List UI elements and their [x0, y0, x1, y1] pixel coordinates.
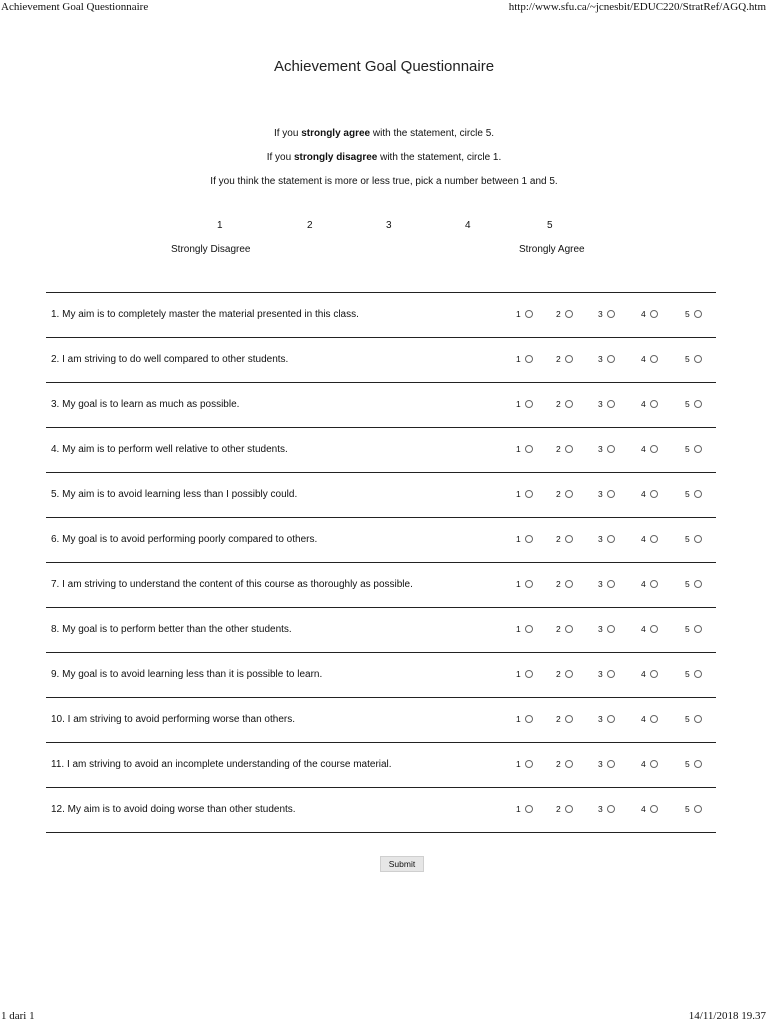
radio-button[interactable]	[694, 310, 702, 318]
rating-option[interactable]	[641, 759, 658, 770]
radio-button[interactable]	[565, 715, 573, 723]
print-header-url: http://www.sfu.ca/~jcnesbit/EDUC220/StratRef/AGQ.htm	[508, 1, 766, 13]
rating-option-label: 5	[685, 759, 690, 769]
question-text: 6. My goal is to avoid performing poorly compared to others.	[51, 534, 318, 545]
rating-option[interactable]	[685, 444, 702, 455]
radio-button[interactable]	[525, 490, 533, 498]
rating-option[interactable]	[556, 354, 573, 365]
radio-button[interactable]	[607, 805, 615, 813]
submit-button[interactable]: Submit	[380, 856, 424, 872]
rating-option[interactable]	[516, 579, 533, 590]
rating-option-label: 1	[516, 489, 521, 499]
instruction-text: If you	[266, 152, 294, 163]
question-row	[46, 337, 716, 382]
rating-option[interactable]	[598, 759, 615, 770]
rating-option[interactable]	[556, 444, 573, 455]
rating-option-label: 4	[641, 804, 646, 814]
rating-option-label: 1	[516, 759, 521, 769]
page-title: Achievement Goal Questionnaire	[273, 58, 495, 75]
rating-option-label: 5	[685, 804, 690, 814]
rating-option[interactable]	[556, 489, 573, 500]
rating-option-label: 4	[641, 489, 646, 499]
rating-option[interactable]	[641, 714, 658, 725]
rating-option-label: 3	[598, 534, 603, 544]
rating-option[interactable]	[685, 714, 702, 725]
question-row	[46, 742, 716, 787]
radio-button[interactable]	[565, 625, 573, 633]
print-footer-datetime: 14/11/2018 19.37	[688, 1010, 766, 1022]
radio-button[interactable]	[694, 805, 702, 813]
rating-option[interactable]	[641, 804, 658, 815]
rating-option-label: 2	[556, 354, 561, 364]
rating-option-label: 4	[641, 714, 646, 724]
radio-button[interactable]	[607, 310, 615, 318]
rating-option-label: 5	[685, 534, 690, 544]
question-row	[46, 652, 716, 697]
question-row	[46, 517, 716, 562]
rating-option-label: 4	[641, 444, 646, 454]
rating-option-label: 4	[641, 579, 646, 589]
scale-number: 5	[547, 220, 553, 231]
radio-button[interactable]	[565, 805, 573, 813]
radio-button[interactable]	[650, 490, 658, 498]
radio-button[interactable]	[565, 355, 573, 363]
rating-option-label: 1	[516, 354, 521, 364]
scale-low-label: Strongly Disagree	[171, 244, 251, 255]
rating-option-label: 1	[516, 804, 521, 814]
rating-option[interactable]	[598, 624, 615, 635]
rating-option-label: 3	[598, 669, 603, 679]
rating-option[interactable]	[641, 399, 658, 410]
rating-option[interactable]	[598, 804, 615, 815]
radio-button[interactable]	[650, 670, 658, 678]
radio-button[interactable]	[525, 445, 533, 453]
rating-option-label: 1	[516, 579, 521, 589]
rating-option[interactable]	[598, 714, 615, 725]
rating-option-label: 5	[685, 399, 690, 409]
rating-option[interactable]	[685, 309, 702, 320]
rating-option[interactable]	[516, 309, 533, 320]
radio-button[interactable]	[650, 580, 658, 588]
radio-button[interactable]	[694, 715, 702, 723]
rating-option[interactable]	[598, 354, 615, 365]
instruction-middle	[0, 176, 768, 187]
rating-option-label: 2	[556, 399, 561, 409]
rating-option-label: 1	[516, 444, 521, 454]
rating-option-label: 4	[641, 399, 646, 409]
rating-option-label: 1	[516, 534, 521, 544]
rating-option[interactable]	[598, 489, 615, 500]
question-text: 2. I am striving to do well compared to other students.	[51, 354, 289, 365]
radio-button[interactable]	[525, 535, 533, 543]
rating-option-label: 5	[685, 624, 690, 634]
rating-option-label: 5	[685, 354, 690, 364]
rating-option[interactable]	[556, 714, 573, 725]
rating-option-label: 2	[556, 534, 561, 544]
instruction-emphasis: strongly agree	[301, 128, 371, 139]
radio-button[interactable]	[694, 670, 702, 678]
rating-option[interactable]	[516, 804, 533, 815]
radio-button[interactable]	[565, 490, 573, 498]
rating-option[interactable]	[641, 354, 658, 365]
rating-option-label: 3	[598, 399, 603, 409]
question-text: 10. I am striving to avoid performing worse than others.	[51, 714, 296, 725]
rating-option[interactable]	[641, 309, 658, 320]
radio-button[interactable]	[694, 580, 702, 588]
rating-option-label: 5	[685, 579, 690, 589]
instruction-emphasis: strongly disagree	[293, 152, 378, 163]
radio-button[interactable]	[650, 805, 658, 813]
rating-option[interactable]	[685, 759, 702, 770]
question-row	[46, 607, 716, 652]
radio-button[interactable]	[607, 580, 615, 588]
rating-option-label: 2	[556, 309, 561, 319]
rating-option[interactable]	[598, 444, 615, 455]
radio-button[interactable]	[694, 445, 702, 453]
question-text: 8. My goal is to perform better than the other students.	[51, 624, 292, 635]
radio-button[interactable]	[525, 625, 533, 633]
rating-option[interactable]	[598, 309, 615, 320]
radio-button[interactable]	[565, 670, 573, 678]
radio-button[interactable]	[607, 760, 615, 768]
radio-button[interactable]	[607, 445, 615, 453]
radio-button[interactable]	[694, 400, 702, 408]
rating-option[interactable]	[598, 399, 615, 410]
rating-option[interactable]	[556, 579, 573, 590]
question-row	[46, 562, 716, 607]
question-row	[46, 787, 716, 833]
rating-option-label: 1	[516, 399, 521, 409]
scale-high-label: Strongly Agree	[519, 244, 585, 255]
radio-button[interactable]	[607, 670, 615, 678]
rating-option-label: 2	[556, 669, 561, 679]
rating-option[interactable]	[685, 399, 702, 410]
rating-option-label: 5	[685, 309, 690, 319]
radio-button[interactable]	[607, 715, 615, 723]
rating-option-label: 3	[598, 714, 603, 724]
instruction-text: with the statement, circle 1.	[377, 152, 502, 163]
question-text: 3. My goal is to learn as much as possible.	[51, 399, 240, 410]
rating-option[interactable]	[685, 624, 702, 635]
rating-option[interactable]	[641, 579, 658, 590]
rating-option-label: 4	[641, 354, 646, 364]
rating-option[interactable]	[516, 759, 533, 770]
print-footer	[0, 1009, 768, 1025]
rating-option-label: 3	[598, 444, 603, 454]
print-footer-page: 1 dari 1	[1, 1010, 35, 1022]
rating-option[interactable]	[556, 669, 573, 680]
radio-button[interactable]	[650, 445, 658, 453]
rating-option-label: 3	[598, 804, 603, 814]
question-row	[46, 697, 716, 742]
rating-option[interactable]	[556, 804, 573, 815]
radio-button[interactable]	[607, 625, 615, 633]
rating-option-label: 2	[556, 489, 561, 499]
rating-option[interactable]	[516, 534, 533, 545]
rating-option-label: 2	[556, 714, 561, 724]
question-text: 12. My aim is to avoid doing worse than other students.	[51, 804, 296, 815]
rating-option[interactable]	[685, 354, 702, 365]
rating-option[interactable]	[641, 444, 658, 455]
scale-number: 1	[217, 220, 223, 231]
rating-option[interactable]	[516, 669, 533, 680]
radio-button[interactable]	[650, 760, 658, 768]
radio-button[interactable]	[694, 355, 702, 363]
rating-option[interactable]	[516, 624, 533, 635]
rating-option-label: 1	[516, 624, 521, 634]
rating-option-label: 2	[556, 624, 561, 634]
question-text: 7. I am striving to understand the content of this course as thoroughly as possible.	[51, 579, 413, 590]
rating-option-label: 2	[556, 579, 561, 589]
question-row	[46, 292, 716, 337]
rating-option[interactable]	[516, 354, 533, 365]
rating-option-label: 1	[516, 714, 521, 724]
rating-option[interactable]	[598, 669, 615, 680]
instruction-text: If you think the statement is more or less true, pick a number between 1 and 5.	[210, 176, 558, 187]
radio-button[interactable]	[650, 625, 658, 633]
radio-button[interactable]	[525, 400, 533, 408]
rating-option-label: 2	[556, 804, 561, 814]
rating-option-label: 3	[598, 354, 603, 364]
radio-button[interactable]	[565, 760, 573, 768]
radio-button[interactable]	[525, 715, 533, 723]
radio-button[interactable]	[525, 355, 533, 363]
print-header-title: Achievement Goal Questionnaire	[1, 1, 149, 13]
rating-option[interactable]	[641, 624, 658, 635]
radio-button[interactable]	[607, 535, 615, 543]
radio-button[interactable]	[565, 580, 573, 588]
rating-option-label: 5	[685, 714, 690, 724]
radio-button[interactable]	[650, 715, 658, 723]
rating-option[interactable]	[598, 534, 615, 545]
instruction-text: with the statement, circle 5.	[370, 128, 495, 139]
question-row	[46, 382, 716, 427]
instruction-text: If you	[273, 128, 302, 139]
rating-option-label: 4	[641, 309, 646, 319]
rating-option-label: 3	[598, 309, 603, 319]
rating-option-label: 2	[556, 444, 561, 454]
radio-button[interactable]	[525, 670, 533, 678]
rating-option[interactable]	[641, 669, 658, 680]
rating-option[interactable]	[685, 489, 702, 500]
scale-number: 2	[307, 220, 313, 231]
rating-option[interactable]	[685, 534, 702, 545]
rating-option-label: 5	[685, 444, 690, 454]
radio-button[interactable]	[565, 310, 573, 318]
question-text: 1. My aim is to completely master the material presented in this class.	[51, 309, 359, 320]
rating-option[interactable]	[516, 714, 533, 725]
question-text: 9. My goal is to avoid learning less than it is possible to learn.	[51, 669, 323, 680]
question-text: 11. I am striving to avoid an incomplete understanding of the course material.	[51, 759, 392, 770]
rating-option[interactable]	[685, 579, 702, 590]
rating-option-label: 3	[598, 759, 603, 769]
rating-option[interactable]	[516, 399, 533, 410]
rating-option[interactable]	[556, 759, 573, 770]
radio-button[interactable]	[650, 535, 658, 543]
radio-button[interactable]	[650, 400, 658, 408]
radio-button[interactable]	[694, 490, 702, 498]
instruction-strongly-agree	[0, 128, 768, 139]
radio-button[interactable]	[565, 535, 573, 543]
rating-option[interactable]	[641, 489, 658, 500]
rating-option[interactable]	[598, 579, 615, 590]
rating-option-label: 4	[641, 624, 646, 634]
print-header	[0, 0, 768, 16]
question-row	[46, 472, 716, 517]
rating-option[interactable]	[556, 399, 573, 410]
radio-button[interactable]	[650, 355, 658, 363]
radio-button[interactable]	[607, 400, 615, 408]
radio-button[interactable]	[525, 310, 533, 318]
rating-option[interactable]	[685, 669, 702, 680]
radio-button[interactable]	[694, 760, 702, 768]
question-text: 5. My aim is to avoid learning less than I possibly could.	[51, 489, 298, 500]
rating-option-label: 4	[641, 669, 646, 679]
radio-button[interactable]	[525, 580, 533, 588]
instruction-strongly-disagree	[0, 152, 768, 163]
rating-option-label: 1	[516, 309, 521, 319]
radio-button[interactable]	[607, 490, 615, 498]
rating-option[interactable]	[516, 489, 533, 500]
rating-option-label: 4	[641, 534, 646, 544]
rating-option[interactable]	[556, 309, 573, 320]
rating-option-label: 3	[598, 489, 603, 499]
scale-number: 4	[465, 220, 471, 231]
radio-button[interactable]	[525, 805, 533, 813]
rating-option[interactable]	[516, 444, 533, 455]
question-row	[46, 427, 716, 472]
rating-option-label: 2	[556, 759, 561, 769]
rating-option-label: 1	[516, 669, 521, 679]
rating-option[interactable]	[685, 804, 702, 815]
rating-option-label: 3	[598, 579, 603, 589]
rating-option[interactable]	[641, 534, 658, 545]
radio-button[interactable]	[650, 310, 658, 318]
rating-option-label: 4	[641, 759, 646, 769]
rating-option[interactable]	[556, 624, 573, 635]
rating-option-label: 3	[598, 624, 603, 634]
radio-button[interactable]	[694, 535, 702, 543]
radio-button[interactable]	[565, 400, 573, 408]
question-text: 4. My aim is to perform well relative to other students.	[51, 444, 288, 455]
radio-button[interactable]	[607, 355, 615, 363]
questionnaire-table	[46, 292, 716, 833]
rating-option-label: 5	[685, 669, 690, 679]
radio-button[interactable]	[525, 760, 533, 768]
radio-button[interactable]	[694, 625, 702, 633]
radio-button[interactable]	[565, 445, 573, 453]
rating-option[interactable]	[556, 534, 573, 545]
rating-option-label: 5	[685, 489, 690, 499]
scale-number: 3	[386, 220, 392, 231]
